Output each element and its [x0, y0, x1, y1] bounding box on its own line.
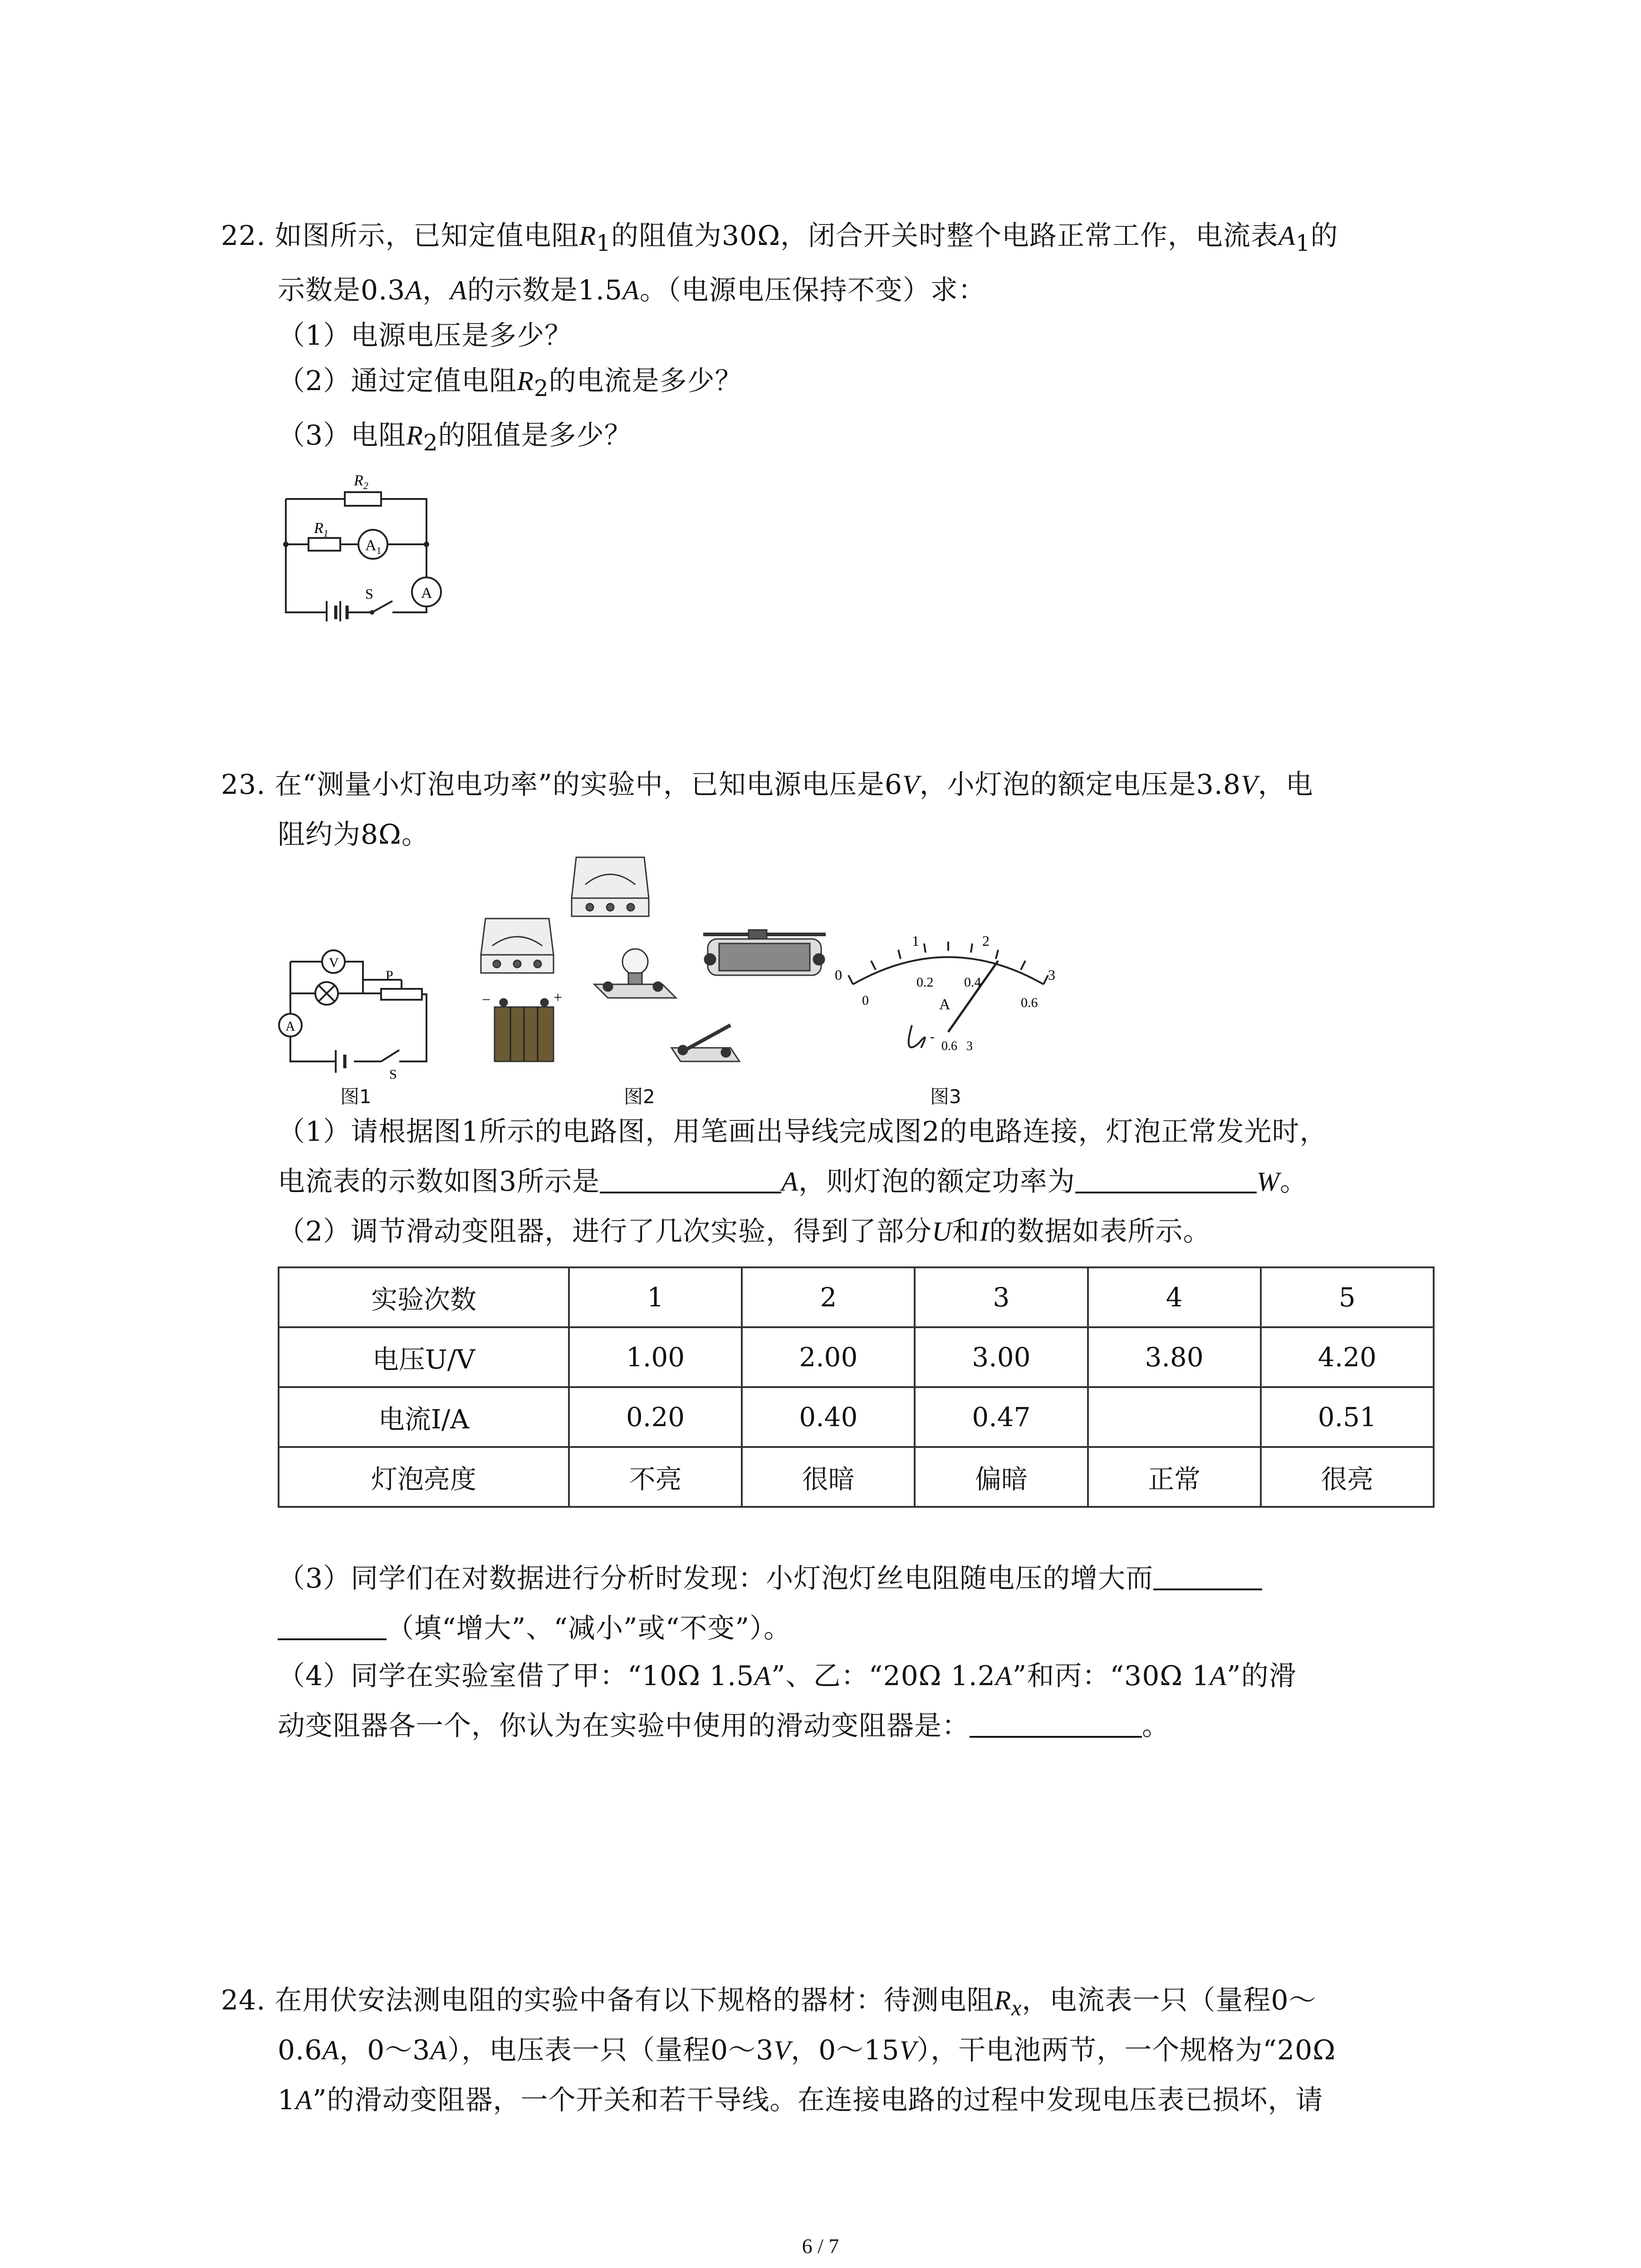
table-cell: 3.80 [1088, 1327, 1261, 1387]
table-cell: 电压U/V [279, 1327, 569, 1387]
q24-line-1: 24. 在用伏安法测电阻的实验中备有以下规格的器材：待测电阻$R_x$，电流表一只（量程0～ [221, 1984, 1317, 2020]
q24-line-3: 1A”的滑动变阻器，一个开关和若干导线。在连接电路的过程中发现电压表已损坏，请 [278, 2084, 1323, 2116]
svg-text:S: S [365, 586, 373, 602]
q22-sub-2: （2）通过定值电阻$R_2$的电流是多少？ [278, 365, 743, 401]
q22-circuit-diagram [272, 467, 454, 621]
power-answer-blank[interactable] [1075, 1164, 1257, 1193]
table-cell: 偏暗 [915, 1447, 1087, 1507]
q23-sub-1-line-1: （1）请根据图1所示的电路图，用笔画出导线完成图2的电路连接，灯泡正常发光时， [278, 1116, 1327, 1148]
table-cell: 很亮 [1261, 1447, 1434, 1507]
svg-text:P: P [386, 968, 393, 983]
q23-fig1-label: 图1 [340, 1085, 372, 1108]
q22-sub-3: （3）电阻$R_2$的阻值是多少？ [278, 420, 632, 456]
q23-line-1: 23. 在“测量小灯泡电功率”的实验中，已知电源电压是6V，小灯泡的额定电压是3.8V，电 [221, 769, 1313, 801]
table-cell [1088, 1387, 1261, 1447]
table-cell: 0.40 [742, 1387, 915, 1447]
resistance-trend-blank[interactable] [1153, 1561, 1262, 1590]
q23-sub-4-line-2: 动变阻器各一个，你认为在实验中使用的滑动变阻器是： 。 [278, 1708, 1170, 1744]
ammeter-icon [481, 919, 554, 973]
q22-sub-1: （1）电源电压是多少？ [278, 320, 573, 352]
switch-icon [671, 1025, 740, 1061]
q23-sub-1-line-2: 电流表的示数如图3所示是 A，则灯泡的额定功率为 W。 [278, 1163, 1308, 1200]
svg-text:0.6: 0.6 [1021, 995, 1038, 1010]
table-cell: 灯泡亮度 [279, 1447, 569, 1507]
current-answer-blank[interactable] [600, 1164, 781, 1193]
lamp-icon [594, 949, 676, 998]
table-cell: 2 [742, 1267, 915, 1327]
q23-line-2: 阻约为8Ω。 [278, 819, 429, 850]
svg-text:R2: $R_2$ [354, 472, 368, 491]
svg-text:+: + [554, 989, 563, 1006]
svg-text:0.2: 0.2 [916, 975, 934, 990]
table-cell: 1 [569, 1267, 742, 1327]
table-cell: 很暗 [742, 1447, 915, 1507]
table-cell: 0.47 [915, 1387, 1087, 1447]
svg-text:0.6: 0.6 [941, 1039, 957, 1053]
q23-fig3-ammeter-dial [826, 912, 1071, 1066]
svg-text:S: S [389, 1067, 397, 1080]
q23-sub-2: （2）调节滑动变阻器，进行了几次实验，得到了部分U和I的数据如表所示。 [278, 1216, 1211, 1247]
table-cell: 电流I/A [279, 1387, 569, 1447]
table-cell: 3.00 [915, 1327, 1087, 1387]
svg-text:−: − [482, 992, 491, 1008]
table-row [279, 1327, 1434, 1387]
svg-text:1: 1 [912, 933, 919, 949]
table-cell: 2.00 [742, 1327, 915, 1387]
q22-line-2: 示数是0.3A，A的示数是1.5A。（电源电压保持不变）求： [278, 274, 986, 306]
table-cell: 3 [915, 1267, 1087, 1327]
svg-text:0: 0 [835, 967, 842, 983]
svg-text:R1: $R_1$ [314, 520, 328, 539]
battery-icon [495, 999, 554, 1061]
q23-fig3-label: 图3 [930, 1085, 961, 1108]
table-cell: 正常 [1088, 1447, 1261, 1507]
q23-fig2-label: 图2 [624, 1085, 655, 1108]
rheostat-icon [703, 930, 826, 975]
svg-text:A: A [285, 1019, 295, 1034]
table-cell: 实验次数 [279, 1267, 569, 1327]
rheostat-answer-blank[interactable] [970, 1709, 1142, 1738]
svg-text:0: 0 [862, 993, 869, 1008]
q23-sub-3-line-2: （填“增大”、“减小”或“不变”）。 [278, 1610, 791, 1647]
q23-data-table [278, 1266, 1435, 1508]
svg-text:3: 3 [1048, 967, 1055, 983]
svg-text:A: A [939, 996, 950, 1013]
svg-text:3: 3 [966, 1039, 973, 1053]
table-cell: 4 [1088, 1267, 1261, 1327]
svg-text:V: V [329, 955, 339, 970]
svg-text:A1: $A_1$ [365, 537, 382, 556]
q24-line-2: 0.6A，0～3A），电压表一只（量程0～3V，0～15V），干电池两节，一个规格为“20Ω [278, 2034, 1336, 2066]
table-cell: 不亮 [569, 1447, 742, 1507]
resistance-trend-blank-cont[interactable] [278, 1611, 387, 1640]
table-row [279, 1447, 1434, 1507]
page-number: 6 / 7 [802, 2234, 839, 2258]
svg-text:-: - [930, 1029, 935, 1044]
table-cell: 5 [1261, 1267, 1434, 1327]
table-cell: 4.20 [1261, 1327, 1434, 1387]
table-row [279, 1387, 1434, 1447]
q23-sub-3-line-1: （3）同学们在对数据进行分析时发现：小灯泡灯丝电阻随电压的增大而 [278, 1560, 1262, 1597]
q23-fig1-circuit [272, 934, 445, 1080]
table-cell: 0.20 [569, 1387, 742, 1447]
table-row [279, 1267, 1434, 1327]
voltmeter-icon [572, 857, 649, 916]
table-cell: 0.51 [1261, 1387, 1434, 1447]
q23-sub-4-line-1: （4）同学在实验室借了甲：“10Ω 1.5A”、乙：“20Ω 1.2A”和丙：“30Ω 1A”的滑 [278, 1660, 1297, 1692]
svg-text:A: A [421, 585, 432, 601]
q22-line-1: 22. 如图所示，已知定值电阻$R_1$的阻值为30Ω，闭合开关时整个电路正常工作，电流表$A_1$的 [221, 220, 1338, 256]
svg-text:2: 2 [982, 933, 989, 949]
table-cell: 1.00 [569, 1327, 742, 1387]
svg-text:0.4: 0.4 [964, 975, 981, 990]
